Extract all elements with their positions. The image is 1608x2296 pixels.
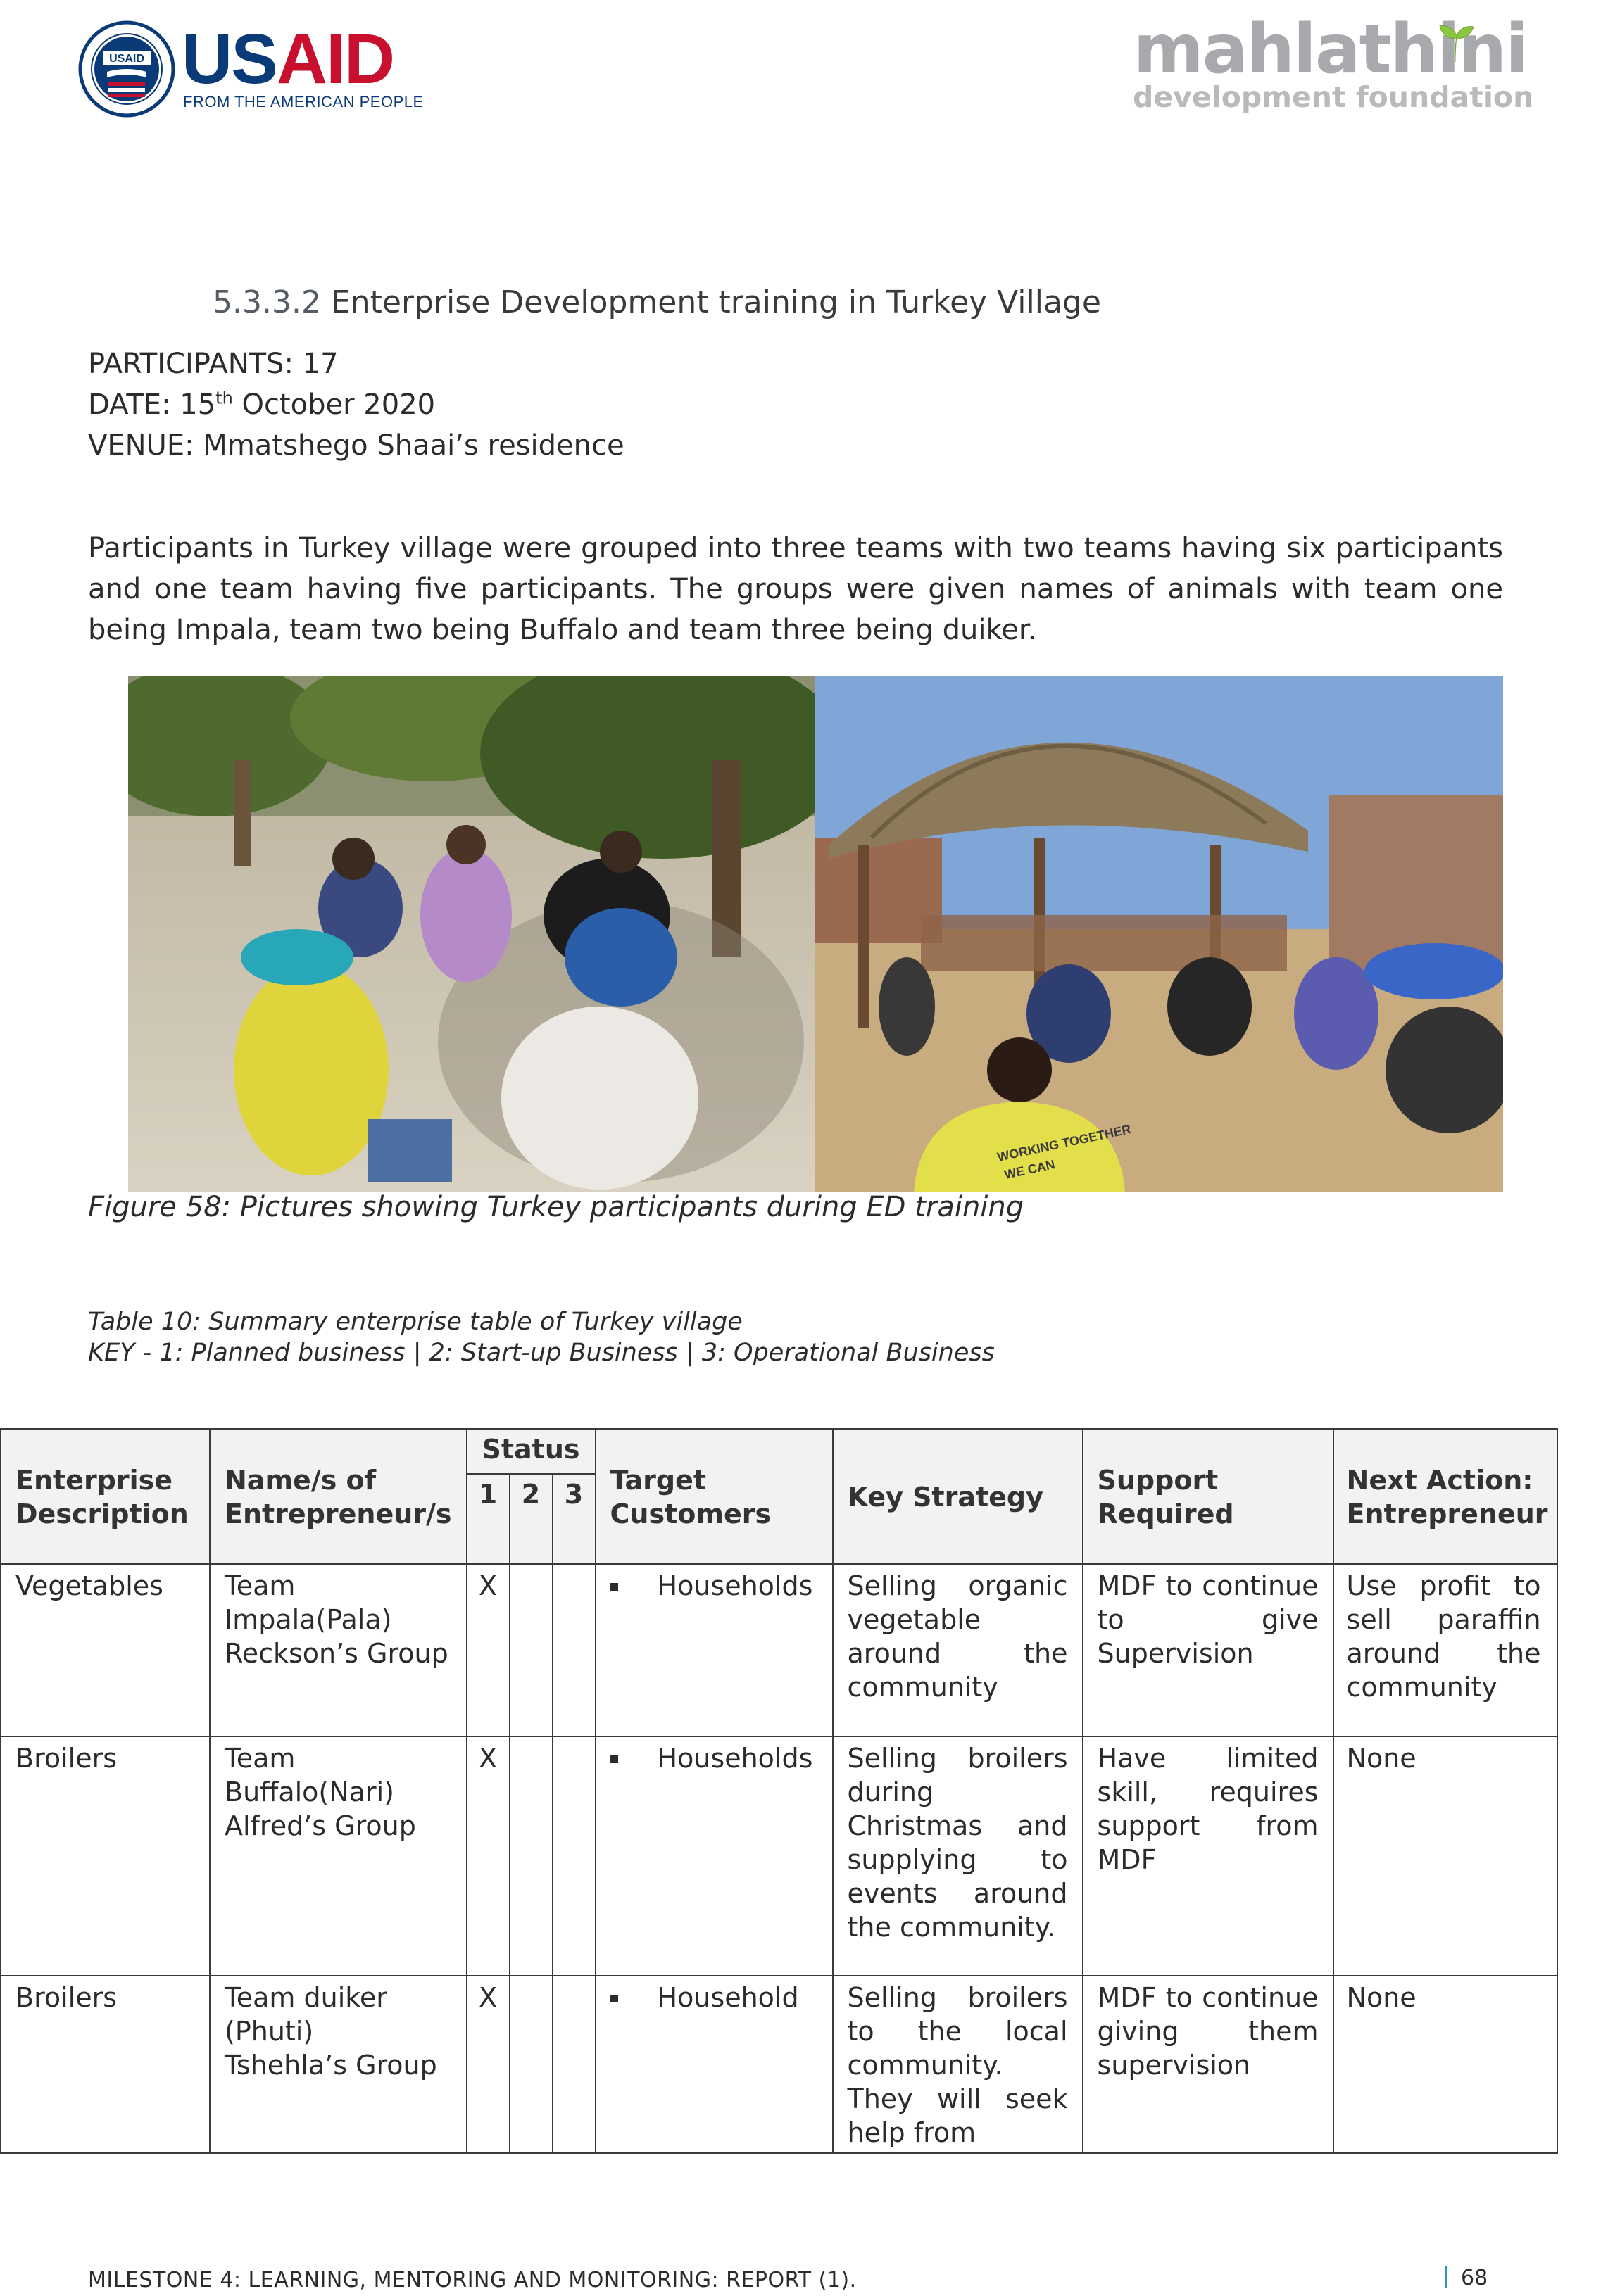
header-strategy: Key Strategy [833,1429,1083,1564]
usaid-logo [77,20,424,122]
intro-paragraph: Participants in Turkey village were grouped into three teams with two teams having six participants and one team having five participants. The groups were given names of animals with team one being Impala, team two being Buffalo and team three being duiker. [88,532,1503,646]
footer-divider [1445,2266,1447,2288]
header-next-action: Next Action: Entrepreneur [1333,1429,1557,1564]
bullet-icon [610,1755,618,1763]
cell-status-1: X [467,1976,510,2153]
table-row [1,1736,1557,1976]
cell-next-action: None [1333,1736,1557,1976]
cell-status-1: X [467,1736,510,1976]
cell-target: Households [596,1564,833,1736]
usaid-wordmark: USAID [182,20,394,99]
usaid-tagline: FROM THE AMERICAN PEOPLE [183,93,424,111]
bullet-icon [610,1995,618,2002]
cell-names: Team duiker (Phuti) Tshehla’s Group [210,1976,467,2153]
cell-next-action: Use profit to sell paraffin around the community [1333,1564,1557,1736]
date-line: DATE: 15th October 2020 [88,388,436,421]
cell-status-3 [553,1976,596,2153]
section-number: 5.3.3.2 [213,284,321,320]
table-header-row [1,1429,1557,1474]
table-caption: Table 10: Summary enterprise table of Turkey village [88,1308,743,1336]
cell-enterprise: Broilers [1,1976,210,2153]
table-row [1,1564,1557,1736]
header-status-1: 1 [467,1474,510,1564]
table-key: KEY - 1: Planned business | 2: Start-up Business | 3: Operational Business [88,1339,995,1367]
cell-target: Household [596,1976,833,2153]
cell-status-3 [553,1736,596,1976]
cell-enterprise: Vegetables [1,1564,210,1736]
cell-support: MDF to continue to give Supervision [1083,1564,1333,1736]
cell-status-1: X [467,1564,510,1736]
header-target: Target Customers [596,1429,833,1564]
cell-status-3 [553,1564,596,1736]
cell-support: Have limited skill, requires support from MDF [1083,1736,1333,1976]
page-number: 68 [1445,2266,1488,2290]
header-status-3: 3 [553,1474,596,1564]
cell-support: MDF to continue giving them supervision [1083,1976,1333,2153]
cell-enterprise: Broilers [1,1736,210,1976]
table-row [1,1976,1557,2153]
cell-next-action: None [1333,1976,1557,2153]
photo-group-under-thatch-shelter [815,676,1503,1192]
cell-names: Team Buffalo(Nari) Alfred’s Group [210,1736,467,1976]
footer-text: MILESTONE 4: LEARNING, MENTORING AND MONITORING: REPORT (1). [88,2268,857,2292]
cell-status-2 [510,1976,553,2153]
cell-status-2 [510,1736,553,1976]
cell-strategy: Selling organic vegetable around the community [833,1564,1083,1736]
mahlathini-logo [1133,10,1534,118]
cell-names: Team Impala(Pala) Reckson’s Group [210,1564,467,1736]
shirt-text-2: WE CAN [1003,1157,1057,1182]
cell-status-2 [510,1564,553,1736]
mahlathini-wordmark: mahlathini [1133,10,1527,89]
section-title: Enterprise Development training in Turkey Village [330,284,1101,320]
header-enterprise: Enterprise Description [1,1429,210,1564]
bullet-icon [610,1583,618,1591]
photo-participants-under-tree [128,676,815,1192]
cell-strategy: Selling broilers during Christmas and supplying to events around the community. [833,1736,1083,1976]
header-support: Support Required [1083,1429,1333,1564]
usaid-seal-icon [77,20,176,118]
venue-line: VENUE: Mmatshego Shaai’s residence [88,429,624,462]
header-names: Name/s of Entrepreneur/s [210,1429,467,1564]
cell-strategy: Selling broilers to the local community. They will seek help from [833,1976,1083,2153]
enterprise-table [0,1428,1558,2154]
leaf-icon [1434,23,1476,65]
header-status: Status [467,1429,596,1474]
svg-text:USAID: USAID [109,53,144,65]
cell-target: Households [596,1736,833,1976]
shirt-text: WORKING TOGETHER [995,1122,1133,1164]
figure-caption: Figure 58: Pictures showing Turkey participants during ED training [88,1191,1024,1223]
participants-line: PARTICIPANTS: 17 [88,348,339,380]
section-heading [213,284,1101,320]
header-status-2: 2 [510,1474,553,1564]
mahlathini-subtitle: development foundation [1133,80,1534,114]
